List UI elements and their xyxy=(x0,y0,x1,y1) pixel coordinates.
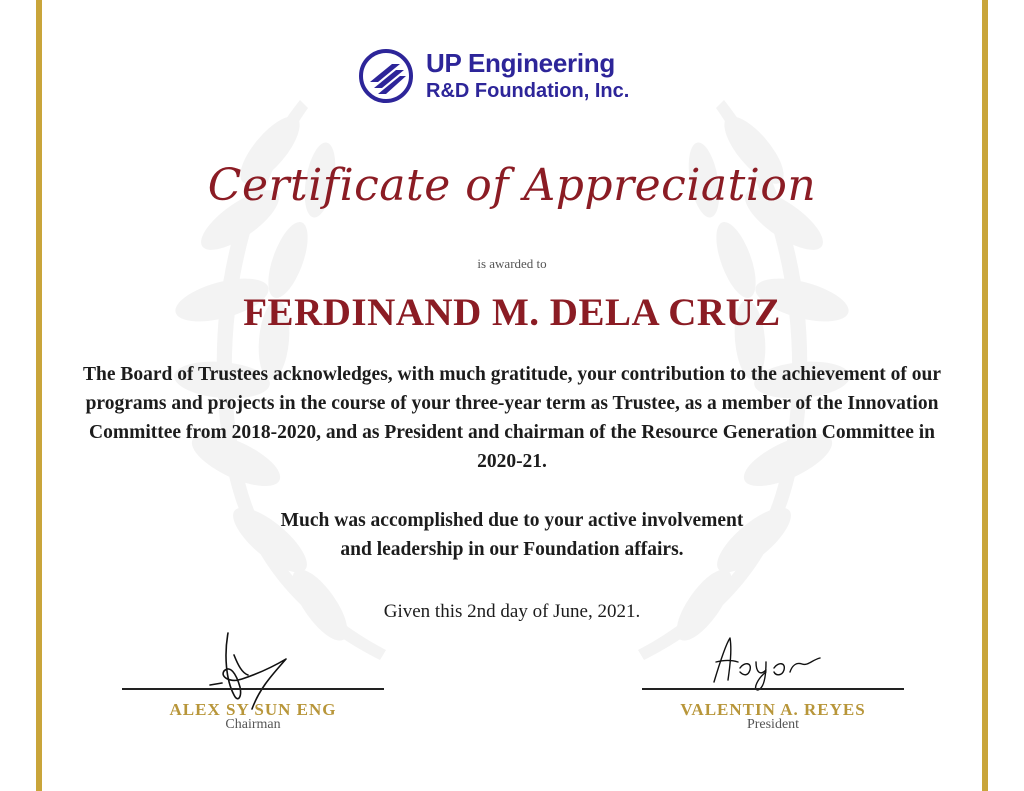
president-signature-icon xyxy=(700,632,840,692)
organization-name: UP Engineering xyxy=(426,48,615,78)
certificate-title: Certificate of Appreciation xyxy=(207,160,817,211)
president-role: President xyxy=(746,717,800,732)
president-signature-line xyxy=(642,688,904,690)
chairman-name: ALEX SY SUN ENG xyxy=(169,700,337,719)
citation-body xyxy=(70,360,954,564)
organization-logo xyxy=(358,46,668,110)
given-date: Given this 2nd day of June, 2021. xyxy=(383,601,641,622)
citation-paragraph-1: The Board of Trustees acknowledges, with much gratitude, your contribution to the achievement of our programs and projects in the course of your three-year term as Trustee, as a member of the Innovation Committee from 2018-2020, and as President and chairman of the Resource Generation Committee in 2020-21. xyxy=(83,364,941,472)
awarded-to-text: is awarded to xyxy=(477,256,547,271)
chairman-role: Chairman xyxy=(225,717,281,732)
citation-paragraph-2-line-1: Much was accomplished due to your active involvement xyxy=(280,510,744,531)
chairman-signature-line xyxy=(122,688,384,690)
organization-subname: R&D Foundation, Inc. xyxy=(426,80,630,102)
foundation-emblem-icon xyxy=(358,48,414,104)
recipient-name: FERDINAND M. DELA CRUZ xyxy=(243,291,781,334)
citation-paragraph-2-line-2: and leadership in our Foundation affairs. xyxy=(340,539,684,560)
president-name: VALENTIN A. REYES xyxy=(680,700,866,719)
